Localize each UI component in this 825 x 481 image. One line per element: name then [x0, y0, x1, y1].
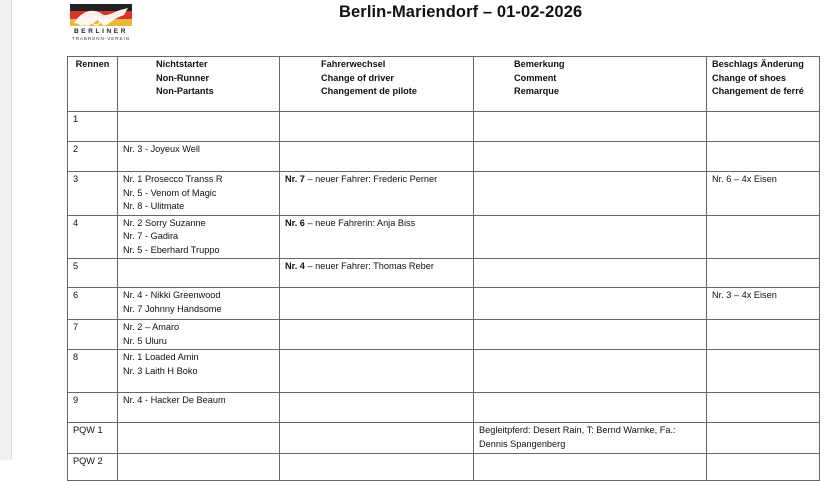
table-row — [68, 393, 820, 423]
non-starter-entry: Nr. 8 - Ulitmate — [123, 201, 185, 211]
table-row — [68, 172, 820, 216]
remark-cell — [474, 288, 707, 320]
header-non-starter-fr: Non-Partants — [156, 86, 214, 96]
header-shoes-en: Change of shoes — [712, 72, 787, 83]
header-non-starter-de: Nichtstarter — [156, 59, 208, 69]
remark-cell — [474, 423, 707, 454]
driver-change-cell — [280, 320, 474, 350]
header-shoes-fr: Changement de ferré — [712, 86, 804, 96]
table-row — [68, 142, 820, 172]
remark-line: Begleitpferd: Desert Rain, T: Bernd Warnke, Fa.: — [479, 425, 676, 435]
non-starter-cell — [118, 288, 280, 320]
header-shoes — [707, 57, 820, 112]
shoes-change-entry: Nr. 3 – 4x Eisen — [712, 290, 777, 300]
shoes-change-entry: Nr. 6 – 4x Eisen — [712, 174, 777, 184]
non-starter-entry: Nr. 5 - Eberhard Truppo — [123, 244, 220, 255]
header-remark-fr: Remarque — [514, 86, 559, 96]
race-number: 8 — [68, 350, 118, 393]
header-remark-de: Bemerkung — [514, 59, 565, 69]
shoes-change-cell — [707, 350, 820, 393]
race-number: 9 — [68, 393, 118, 423]
race-number: 2 — [68, 142, 118, 172]
logo-wordmark: BERLINER — [73, 28, 129, 35]
driver-change-cell — [280, 172, 474, 216]
shoes-change-cell — [707, 393, 820, 423]
shoes-change-cell — [707, 320, 820, 350]
table-body — [68, 112, 820, 481]
driver-change-horse-number: Nr. 7 — [285, 174, 305, 184]
non-starter-cell — [118, 423, 280, 454]
driver-change-cell — [280, 393, 474, 423]
non-starter-entry: Nr. 1 Loaded Amin — [123, 352, 199, 362]
driver-change-text: – neue Fahrerin: Anja Biss — [304, 217, 416, 228]
driver-change-cell — [280, 142, 474, 172]
driver-change-text: – neuer Fahrer: Thomas Reber — [304, 261, 434, 271]
non-starter-cell — [118, 172, 280, 216]
driver-change-entry — [285, 260, 468, 274]
non-starter-entry: Nr. 3 Laith H Boko — [123, 365, 198, 376]
remark-line: Dennis Spangenberg — [479, 438, 566, 449]
header-driver-change-en: Change of driver — [321, 72, 395, 83]
shoes-change-cell — [707, 423, 820, 454]
race-number: 4 — [68, 215, 118, 259]
non-starter-cell — [118, 320, 280, 350]
remark-cell — [474, 172, 707, 216]
window-left-edge — [0, 0, 12, 460]
shoes-change-cell — [707, 215, 820, 259]
header-driver-change-fr: Changement de pilote — [321, 86, 417, 96]
remark-cell — [474, 350, 707, 393]
non-starter-cell — [118, 142, 280, 172]
remark-cell — [474, 454, 707, 481]
shoes-change-cell — [707, 172, 820, 216]
table-row — [68, 454, 820, 481]
non-starter-cell — [118, 350, 280, 393]
driver-change-entry — [285, 173, 468, 187]
race-number: 5 — [68, 259, 118, 288]
table-row — [68, 320, 820, 350]
shoes-change-cell — [707, 288, 820, 320]
remark-cell — [474, 112, 707, 142]
race-number: 1 — [68, 112, 118, 142]
remark-cell — [474, 142, 707, 172]
non-starter-cell — [118, 215, 280, 259]
non-starter-cell — [118, 112, 280, 142]
header-non-starter-en: Non-Runner — [156, 72, 210, 83]
table-row — [68, 423, 820, 454]
driver-change-cell — [280, 259, 474, 288]
non-starter-entry: Nr. 3 - Joyeux Well — [123, 144, 200, 154]
header-remark — [474, 57, 707, 112]
non-starter-cell — [118, 393, 280, 423]
remark-cell — [474, 259, 707, 288]
table-row — [68, 112, 820, 142]
non-runner-table — [67, 56, 820, 481]
non-starter-entry: Nr. 4 - Nikki Greenwood — [123, 290, 221, 300]
non-starter-entry: Nr. 7 Johnny Handsome — [123, 303, 222, 314]
shoes-change-cell — [707, 142, 820, 172]
shoes-change-cell — [707, 112, 820, 142]
header-driver-change — [280, 57, 474, 112]
non-starter-entry: Nr. 5 Uluru — [123, 335, 167, 346]
page-title: Berlin-Mariendorf – 01-02-2026 — [339, 3, 583, 21]
non-starter-entry: Nr. 2 – Amaro — [123, 322, 180, 332]
driver-change-cell — [280, 215, 474, 259]
non-starter-entry: Nr. 2 Sorry Suzanne — [123, 217, 206, 228]
driver-change-entry — [285, 217, 468, 231]
header-driver-change-de: Fahrerwechsel — [321, 59, 386, 69]
table-header-row — [68, 57, 820, 112]
race-number: 6 — [68, 288, 118, 320]
table-row — [68, 215, 820, 259]
table-row — [68, 259, 820, 288]
shoes-change-cell — [707, 454, 820, 481]
race-number: 3 — [68, 172, 118, 216]
logo-subline: TRABRENN-VEREIN — [71, 36, 130, 41]
non-starter-entry: Nr. 4 - Hacker De Beaum — [123, 395, 226, 405]
driver-change-text: – neuer Fahrer: Frederic Perner — [304, 174, 438, 184]
header-shoes-de: Beschlags Änderung — [712, 59, 804, 69]
race-number: PQW 1 — [68, 423, 118, 454]
non-starter-entry: Nr. 7 - Gadira — [123, 231, 179, 241]
driver-change-horse-number: Nr. 6 — [285, 217, 305, 228]
header-non-starter — [118, 57, 280, 112]
remark-cell — [474, 393, 707, 423]
race-number: 7 — [68, 320, 118, 350]
driver-change-cell — [280, 423, 474, 454]
remark-cell — [474, 215, 707, 259]
header-remark-en: Comment — [514, 72, 557, 83]
non-starter-cell — [118, 454, 280, 481]
header-race: Rennen — [68, 57, 118, 112]
non-starter-entry: Nr. 1 Prosecco Transs R — [123, 174, 223, 184]
shoes-change-cell — [707, 259, 820, 288]
remark-cell — [474, 320, 707, 350]
driver-change-horse-number: Nr. 4 — [285, 261, 305, 271]
race-number: PQW 2 — [68, 454, 118, 481]
non-starter-cell — [118, 259, 280, 288]
driver-change-cell — [280, 350, 474, 393]
table-row — [68, 288, 820, 320]
driver-change-cell — [280, 454, 474, 481]
table-row — [68, 350, 820, 393]
driver-change-cell — [280, 112, 474, 142]
driver-change-cell — [280, 288, 474, 320]
non-starter-entry: Nr. 5 - Venom of Magic — [123, 187, 217, 198]
